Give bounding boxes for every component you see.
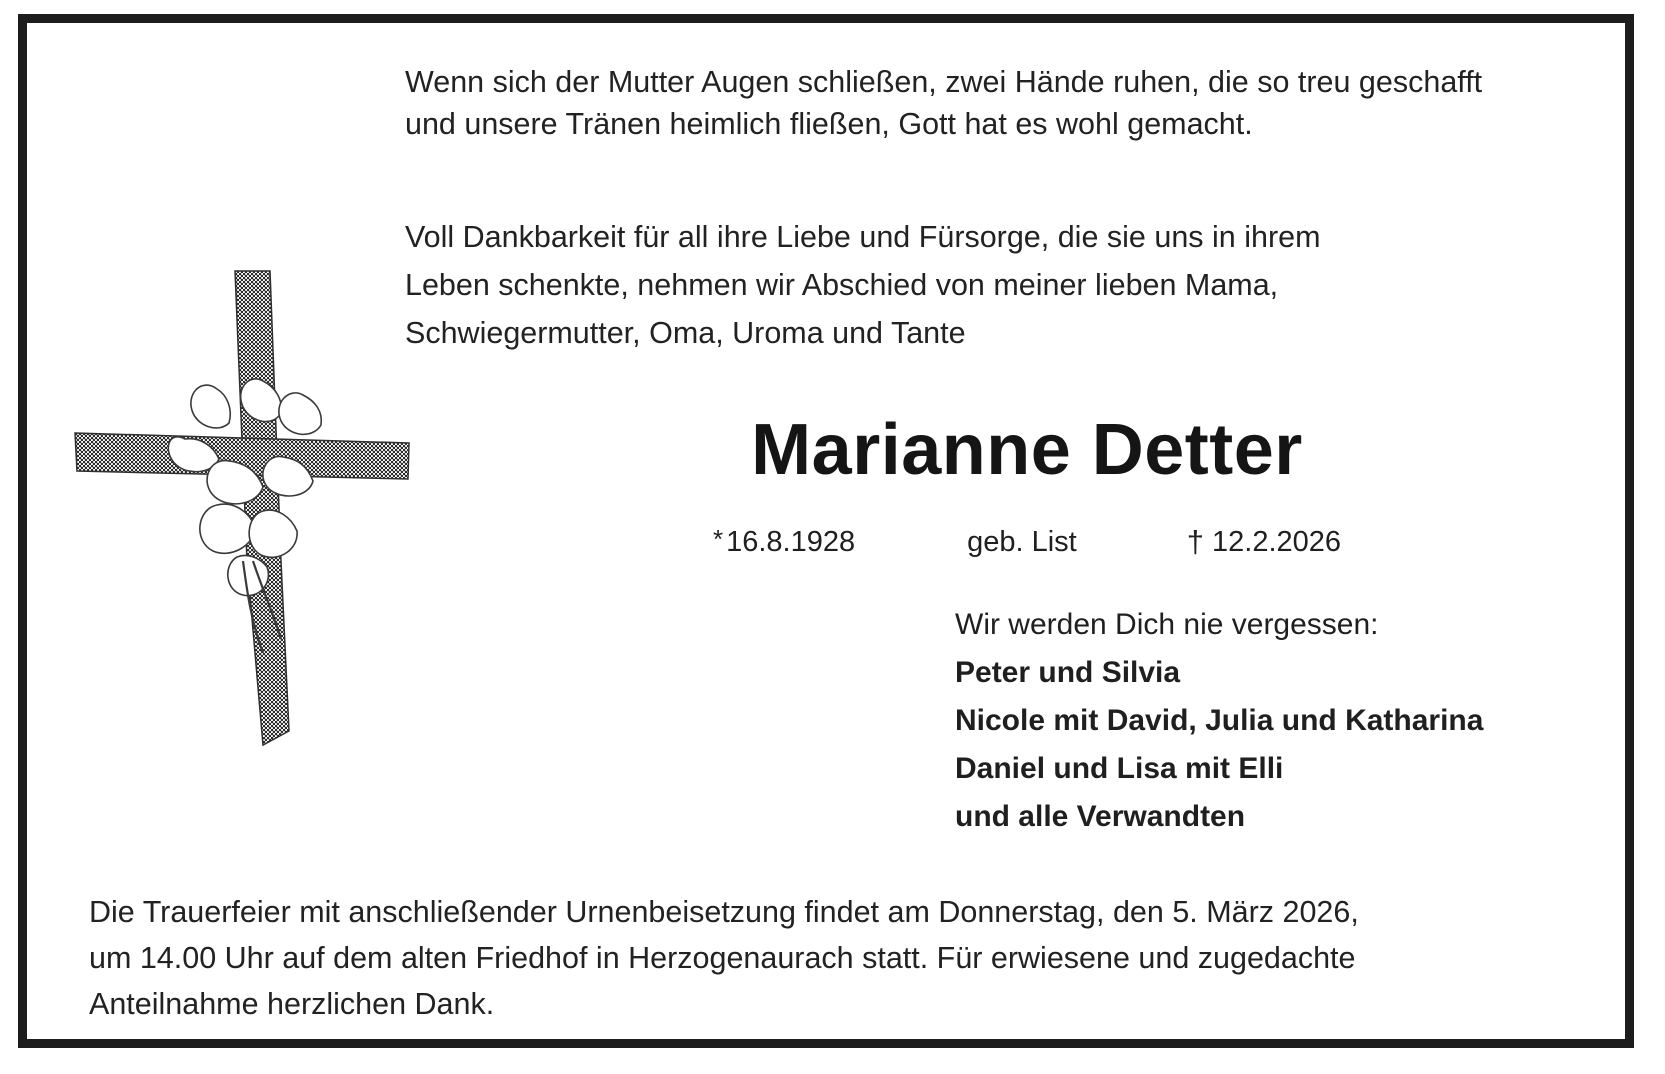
verse-line: und unsere Tränen heimlich fließen, Gott hat es wohl gemacht. <box>405 107 1253 141</box>
death-date <box>1187 523 1341 559</box>
intro-line: Leben schenkte, nehmen wir Abschied von meiner lieben Mama, <box>405 268 1279 302</box>
verse-line: Wenn sich der Mutter Augen schließen, zwei Hände ruhen, die so treu geschafft <box>405 65 1483 99</box>
mourner-line: und alle Verwandten <box>955 800 1246 833</box>
funeral-line: Die Trauerfeier mit anschließender Urnenbeisetzung findet am Donnerstag, den 5. März 2026, <box>89 895 1359 929</box>
deceased-name: Marianne Detter <box>751 410 1303 490</box>
funeral-details <box>89 889 1599 1027</box>
birth-date-value: 16.8.1928 <box>726 526 856 558</box>
intro-text <box>405 213 1595 357</box>
obituary-notice <box>18 14 1634 1048</box>
life-dates <box>497 523 1557 559</box>
funeral-line: um 14.00 Uhr auf dem alten Friedhof in Herzogenaurach statt. Für erwiesene und zugedachte <box>89 941 1356 975</box>
star-icon: * <box>712 524 724 554</box>
mourners-heading: Wir werden Dich nie vergessen: <box>955 608 1379 641</box>
mourner-line: Nicole mit David, Julia und Katharina <box>955 704 1484 737</box>
mourners-block <box>955 601 1483 841</box>
intro-line: Voll Dankbarkeit für all ihre Liebe und Fürsorge, die sie uns in ihrem <box>405 220 1321 254</box>
cross-icon: † <box>1186 524 1204 559</box>
memorial-verse <box>405 61 1625 145</box>
birth-date <box>713 526 855 559</box>
mourner-line: Peter und Silvia <box>955 656 1181 689</box>
funeral-line: Anteilnahme herzlichen Dank. <box>89 987 495 1021</box>
maiden-name: geb. List <box>967 526 1077 558</box>
mourner-line: Daniel und Lisa mit Elli <box>955 752 1284 785</box>
intro-line: Schwiegermutter, Oma, Uroma und Tante <box>405 316 966 350</box>
cross-with-lilies-icon <box>67 261 417 761</box>
death-date-value: 12.2.2026 <box>1212 526 1342 558</box>
